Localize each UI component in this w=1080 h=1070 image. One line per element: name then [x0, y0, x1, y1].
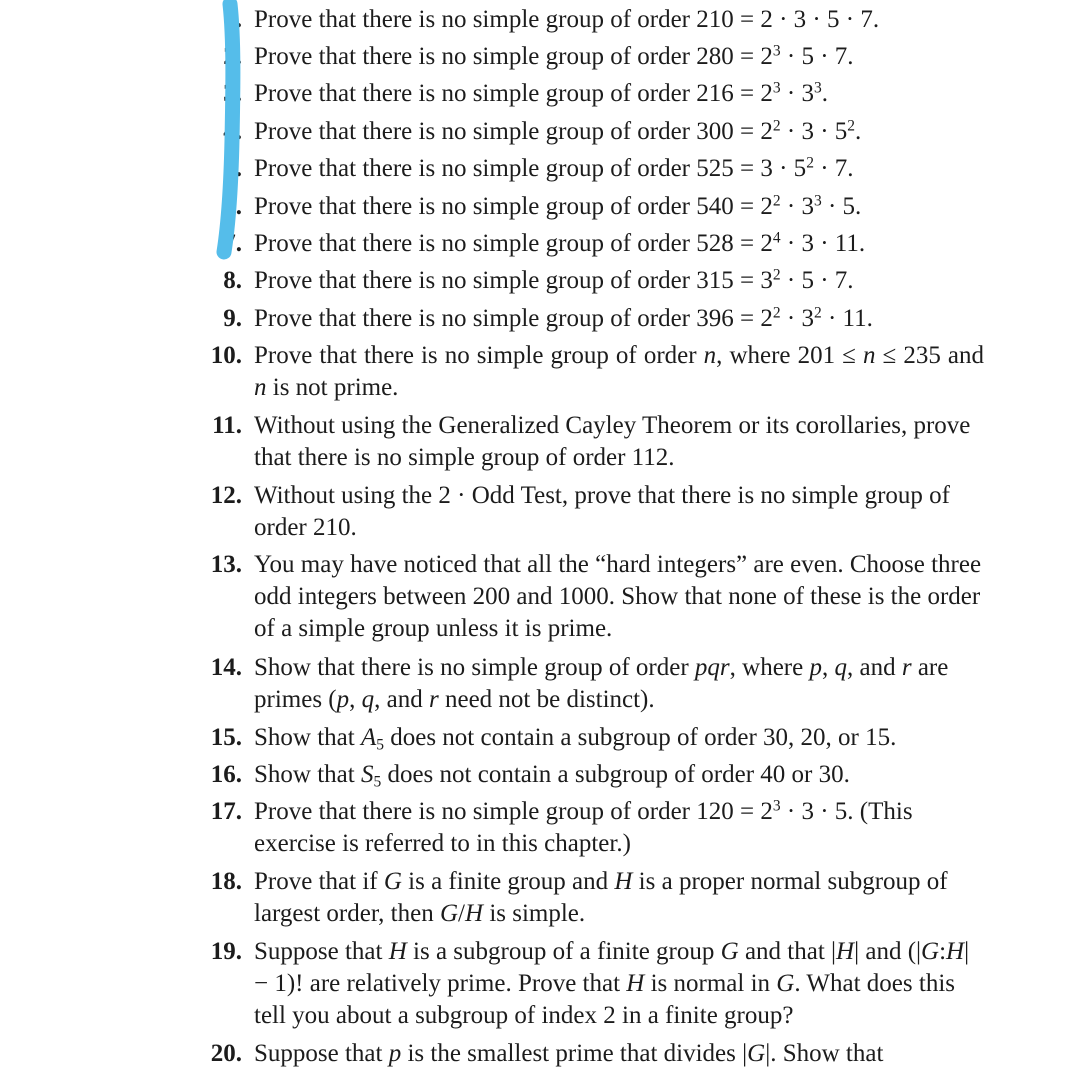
- exercise-number: 19.: [210, 938, 242, 965]
- exercise-text: Prove that there is no simple group of order $216 = 2^3 \cdot 3^3$.: [254, 79, 828, 107]
- exercise-number: 8.: [223, 267, 242, 294]
- exercise-number: 15.: [210, 724, 242, 751]
- exercise-text: Suppose that p is the smallest prime that divides |G|. Show that: [254, 1040, 884, 1067]
- exercise-number: 1.: [223, 6, 242, 33]
- exercise-text: Suppose that H is a subgroup of a finite group G and that |H| and (|G:H| − 1)! are relatively prime. Prove that H is normal in G. What does this tell you about a subgroup of index 2 in a finite group?: [254, 938, 970, 1029]
- exercise-number: 17.: [210, 798, 242, 825]
- exercise-text: Show that there is no simple group of order pqr, where p, q, and r are primes (p, q, and r need not be distinct).: [254, 654, 949, 713]
- exercise-text: Prove that there is no simple group of order $120 = 2^3 \cdot 3 \cdot 5$. (This exercise is referred to in this chapter.): [254, 797, 913, 857]
- exercise-number: 2.: [223, 43, 242, 70]
- exercise-number: 10.: [210, 342, 242, 369]
- exercise-number: 9.: [223, 305, 242, 332]
- exercise-number: 7.: [223, 230, 242, 257]
- exercise-number: 14.: [210, 654, 242, 681]
- exercise-text: Prove that there is no simple group of order $525 = 3 \cdot 5^2 \cdot 7$.: [254, 154, 854, 182]
- exercise-number: 5.: [223, 155, 242, 182]
- exercise-number: 13.: [210, 551, 242, 578]
- exercise-number: 16.: [210, 761, 242, 788]
- exercise-text: Without using the 2 · Odd Test, prove that there is no simple group of order 210.: [254, 482, 950, 541]
- exercise-number: 3.: [223, 80, 242, 107]
- exercise-text: You may have noticed that all the “hard integers” are even. Choose three odd integers between 200 and 1000. Show that none of these is the order of a simple group unless it is prime.: [254, 551, 982, 642]
- exercise-text: Without using the Generalized Cayley Theorem or its corollaries, prove that there is no simple group of order 112.: [254, 412, 971, 471]
- highlighter-stroke-path: [224, 4, 233, 252]
- exercise-text: Prove that there is no simple group of order $280 = 2^3 \cdot 5 \cdot 7$.: [254, 42, 854, 70]
- exercise-number: 11.: [212, 412, 242, 439]
- exercise-text: Prove that there is no simple group of order n, where 201 ≤ n ≤ 235 and n is not prime.: [254, 342, 985, 401]
- exercise-number: 6.: [223, 193, 242, 220]
- exercise-number: 12.: [210, 482, 242, 509]
- exercise-text: Prove that there is no simple group of order $396 = 2^2 \cdot 3^2 \cdot 11$.: [254, 304, 873, 332]
- exercise-text: Prove that if G is a finite group and H is a proper normal subgroup of largest order, then G/H is simple.: [254, 868, 948, 927]
- exercise-text: Prove that there is no simple group of order $315 = 3^2 \cdot 5 \cdot 7$.: [254, 266, 854, 294]
- highlighter-stroke: [214, 0, 244, 260]
- exercise-number: 20.: [210, 1040, 242, 1067]
- exercise-number: 4.: [223, 118, 242, 145]
- exercise-text: Prove that there is no simple group of order $540 = 2^2 \cdot 3^3 \cdot 5$.: [254, 192, 862, 220]
- exercise-text: Prove that there is no simple group of order $300 = 2^2 \cdot 3 \cdot 5^2$.: [254, 117, 862, 145]
- exercise-number: 18.: [210, 868, 242, 895]
- exercise-text: Prove that there is no simple group of order 210 = 2 · 3 · 5 · 7.: [254, 6, 880, 33]
- exercise-text: Show that $S_5$ does not contain a subgroup of order 40 or 30.: [254, 761, 850, 791]
- exercise-text: Show that $A_5$ does not contain a subgroup of order 30, 20, or 15.: [254, 724, 897, 754]
- exercise-text: Prove that there is no simple group of order $528 = 2^4 \cdot 3 \cdot 11$.: [254, 229, 866, 257]
